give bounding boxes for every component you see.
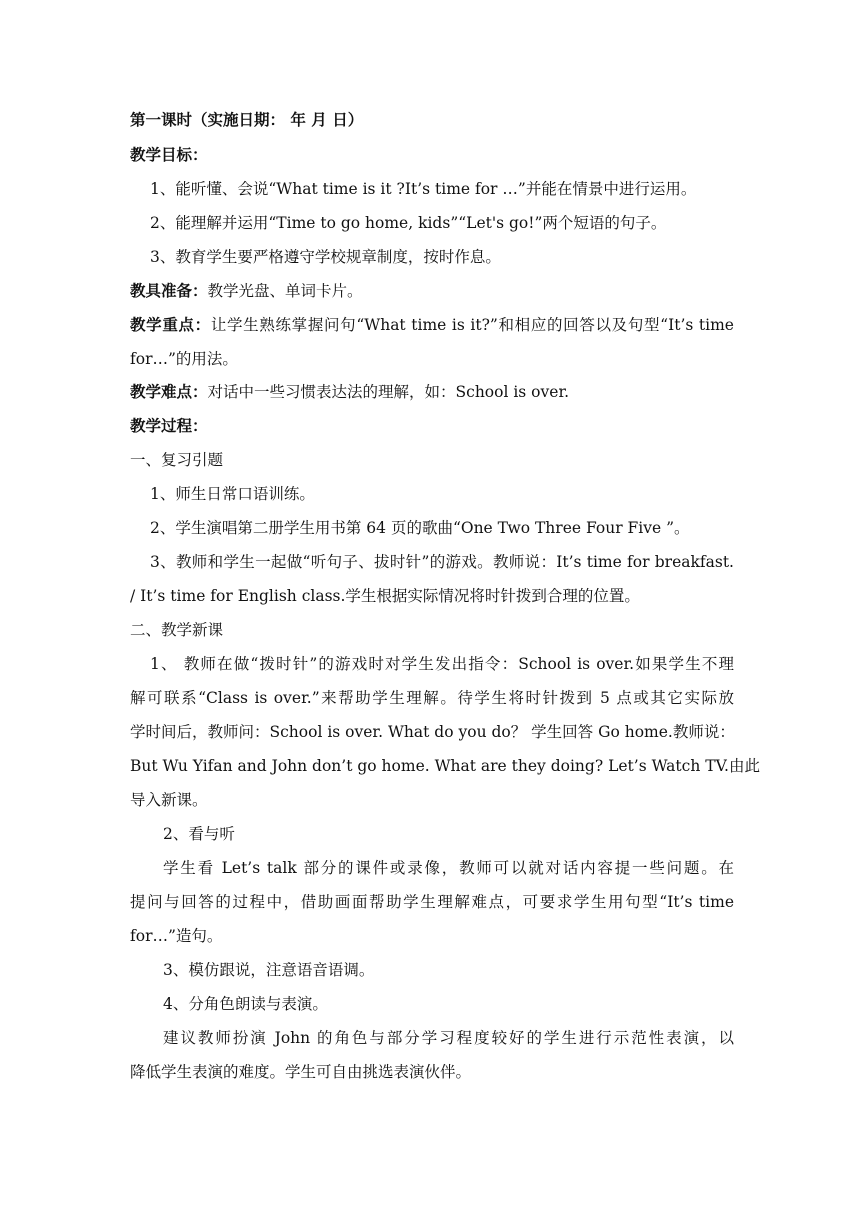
key-points-line <box>130 315 734 335</box>
materials-label: 教具准备： <box>130 281 208 300</box>
subsection-title: 2、看与听 <box>163 825 235 843</box>
paragraph-line: 导入新课。 <box>130 791 208 809</box>
list-item: 1、师生日常口语训练。 <box>150 485 315 503</box>
objective-item: 1、能听懂、会说“What time is it ?It’s time for …”并能在情景中进行运用。 <box>150 180 697 198</box>
list-item-continued: / It’s time for English class.学生根据实际情况将时针拨到合理的位置。 <box>130 587 640 605</box>
subsection-title: 4、分角色朗读与表演。 <box>163 995 328 1013</box>
lesson-header: 第一课时（实施日期： 年 月 日） <box>130 110 364 129</box>
objectives-heading: 教学目标： <box>130 145 208 164</box>
paragraph-line: 降低学生表演的难度。学生可自由挑选表演伙伴。 <box>130 1063 472 1081</box>
objective-item: 2、能理解并运用“Time to go home, kids”“Let's go!”两个短语的句子。 <box>150 214 667 232</box>
section-title: 二、教学新课 <box>130 621 224 639</box>
subsection-title: 3、模仿跟说，注意语音语调。 <box>163 961 375 979</box>
process-heading: 教学过程： <box>130 416 208 435</box>
list-item: 2、学生演唱第二册学生用书第 64 页的歌曲“One Two Three Four Five ”。 <box>150 519 690 537</box>
key-points-label: 教学重点： <box>130 315 211 334</box>
difficulties-text: 对话中一些习惯表达法的理解，如：School is over. <box>207 383 570 401</box>
list-item: 3、教师和学生一起做“听句子、拔时针”的游戏。教师说：It’s time for breakfast. <box>150 553 734 571</box>
difficulties-line <box>130 382 734 402</box>
paragraph-line: 学生看 Let’s talk 部分的课件或录像，教师可以就对话内容提一些问题。在 <box>163 859 734 877</box>
paragraph-line: 提问与回答的过程中，借助画面帮助学生理解难点，可要求学生用句型“It’s time <box>130 893 734 911</box>
key-points-text: 让学生熟练掌握问句“What time is it?”和相应的回答以及句型“It’s time <box>210 316 734 334</box>
paragraph-line: for…”造句。 <box>130 927 223 945</box>
paragraph-line: 学时间后，教师问：School is over. What do you do？ 学生回答 Go home.教师说： <box>130 723 735 741</box>
paragraph-line: 建议教师扮演 John 的角色与部分学习程度较好的学生进行示范性表演，以 <box>163 1029 734 1047</box>
section-title: 一、复习引题 <box>130 451 224 469</box>
paragraph-line: But Wu Yifan and John don’t go home. What are they doing? Let’s Watch TV.由此 <box>130 757 760 775</box>
paragraph-line: 1、 教师在做“拨时针”的游戏时对学生发出指令：School is over.如果学生不理 <box>150 655 734 673</box>
objective-item: 3、教育学生要严格遵守学校规章制度，按时作息。 <box>150 248 501 266</box>
difficulties-label: 教学难点： <box>130 382 208 401</box>
materials-line <box>130 281 734 301</box>
paragraph-line: 解可联系“Class is over.”来帮助学生理解。待学生将时针拨到 5 点或其它实际放 <box>130 689 734 707</box>
key-points-line: for…”的用法。 <box>130 350 238 368</box>
materials-text: 教学光盘、单词卡片。 <box>207 282 363 300</box>
